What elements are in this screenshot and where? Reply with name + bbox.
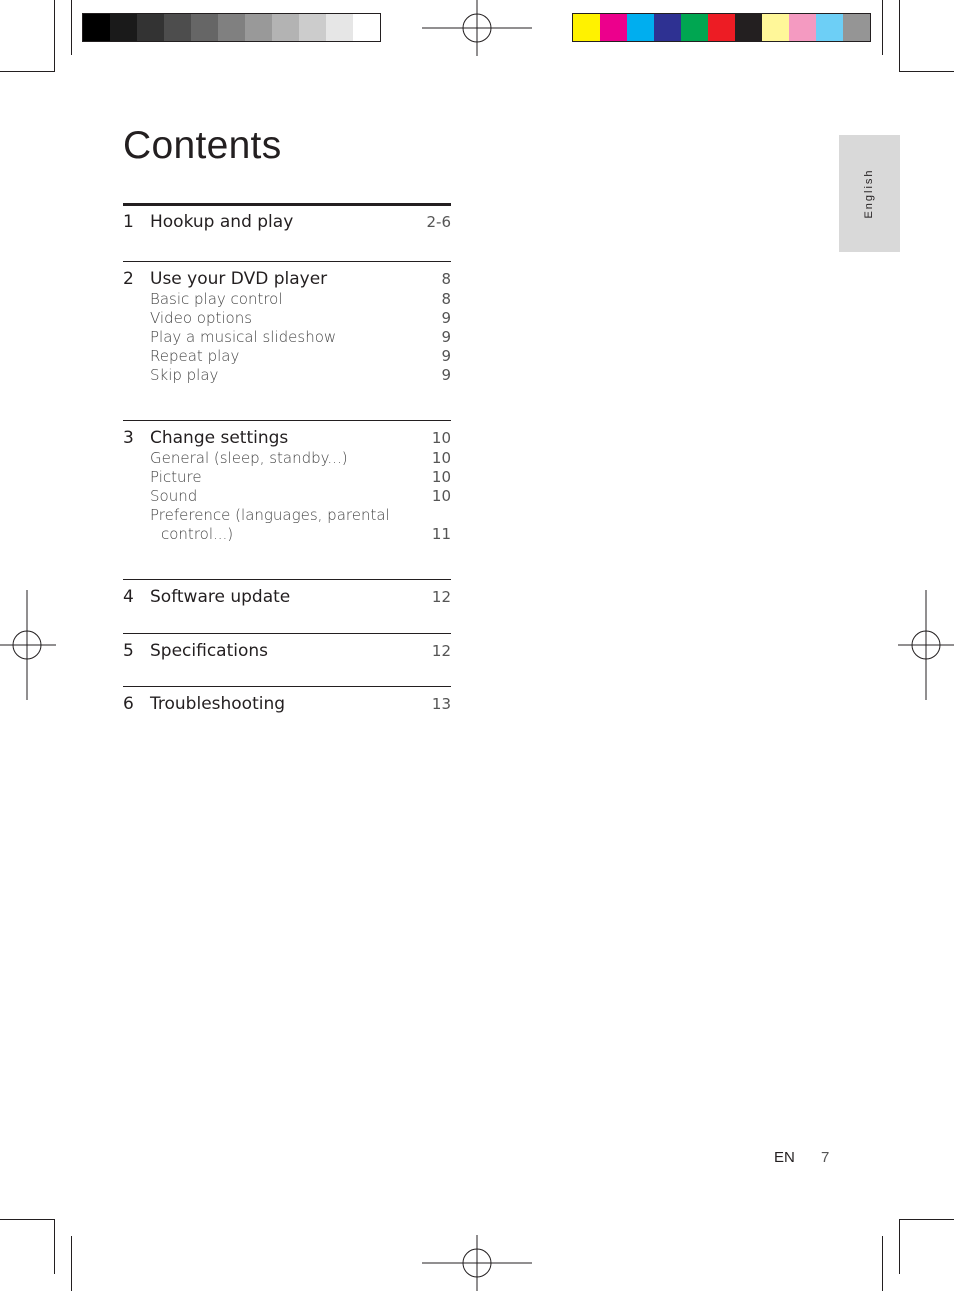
toc-subentry[interactable] bbox=[123, 328, 451, 346]
toc-section-body bbox=[123, 579, 451, 607]
color-swatch bbox=[708, 14, 735, 41]
toc-subentry[interactable] bbox=[123, 506, 451, 524]
registration-target-icon bbox=[422, 0, 532, 56]
crop-mark bbox=[899, 0, 900, 72]
crop-mark bbox=[899, 1219, 954, 1220]
toc-entry[interactable] bbox=[123, 641, 451, 661]
color-swatch bbox=[272, 14, 299, 41]
toc-subentry-title: General (sleep, standby...) bbox=[150, 449, 348, 467]
crop-mark bbox=[54, 0, 55, 72]
language-tab-label: English bbox=[863, 168, 875, 219]
color-swatch bbox=[137, 14, 164, 41]
crop-mark bbox=[0, 1219, 55, 1220]
toc-entry-page: 2-6 bbox=[426, 213, 451, 231]
toc-entry-page: 12 bbox=[431, 588, 451, 606]
registration-target-icon bbox=[422, 1235, 532, 1291]
color-swatch bbox=[245, 14, 272, 41]
crop-mark bbox=[54, 1219, 55, 1274]
toc-section bbox=[123, 686, 451, 714]
toc-entry[interactable] bbox=[123, 587, 451, 607]
toc-subentry-page: 8 bbox=[441, 290, 451, 308]
registration-target-icon bbox=[898, 590, 954, 700]
grayscale-color-bar bbox=[82, 13, 381, 42]
page-title: Contents bbox=[123, 124, 282, 167]
toc-subentry-title: Video options bbox=[150, 309, 253, 327]
toc-section bbox=[123, 261, 451, 384]
crop-mark bbox=[882, 0, 883, 55]
crop-mark bbox=[899, 71, 954, 72]
toc-section-body bbox=[123, 261, 451, 384]
toc-subentry[interactable] bbox=[123, 290, 451, 308]
color-swatch bbox=[789, 14, 816, 41]
color-swatch bbox=[326, 14, 353, 41]
toc-entry-page: 8 bbox=[441, 270, 451, 288]
toc-section-body bbox=[123, 686, 451, 714]
color-swatch bbox=[83, 14, 110, 41]
toc-entry-page: 12 bbox=[431, 642, 451, 660]
color-swatch bbox=[299, 14, 326, 41]
toc-subentry-page: 9 bbox=[441, 309, 451, 327]
color-swatch bbox=[218, 14, 245, 41]
toc-entry-title: Specifications bbox=[150, 641, 269, 661]
toc-subentry[interactable] bbox=[123, 487, 451, 505]
toc-entry-number: 6 bbox=[123, 694, 134, 714]
toc-subentry-title: Sound bbox=[150, 487, 198, 505]
toc-entry-page: 10 bbox=[431, 429, 451, 447]
toc-entry-page: 13 bbox=[431, 695, 451, 713]
crop-mark bbox=[0, 71, 55, 72]
toc-subentry-title: control...) bbox=[161, 525, 234, 543]
crop-mark bbox=[71, 1236, 72, 1291]
toc-entry-title: Software update bbox=[150, 587, 291, 607]
color-swatch bbox=[816, 14, 843, 41]
toc-section-body bbox=[123, 633, 451, 661]
crop-mark bbox=[882, 1236, 883, 1291]
toc-subentry-page: 10 bbox=[431, 468, 451, 486]
toc-entry-number: 3 bbox=[123, 428, 134, 448]
toc-subentry[interactable] bbox=[123, 347, 451, 365]
toc-subentry-title: Skip play bbox=[150, 366, 219, 384]
toc-section-body bbox=[123, 203, 451, 232]
toc-section-body bbox=[123, 420, 451, 543]
toc-subentry-page: 9 bbox=[441, 328, 451, 346]
toc-subentry-title: Play a musical slideshow bbox=[150, 328, 337, 346]
color-swatch bbox=[762, 14, 789, 41]
footer-language-code: EN bbox=[774, 1149, 795, 1166]
color-swatch bbox=[110, 14, 137, 41]
color-swatch bbox=[353, 14, 380, 41]
toc-subentry[interactable] bbox=[123, 468, 451, 486]
color-swatch bbox=[654, 14, 681, 41]
toc-section bbox=[123, 579, 451, 607]
toc-entry[interactable] bbox=[123, 428, 451, 448]
toc-subentry-title: Preference (languages, parental bbox=[150, 506, 390, 524]
toc-entry[interactable] bbox=[123, 269, 451, 289]
color-swatch bbox=[191, 14, 218, 41]
color-swatch bbox=[681, 14, 708, 41]
toc-entry[interactable] bbox=[123, 694, 451, 714]
toc-subentry[interactable] bbox=[123, 309, 451, 327]
registration-target-icon bbox=[0, 590, 56, 700]
color-swatch bbox=[627, 14, 654, 41]
toc-entry-number: 5 bbox=[123, 641, 134, 661]
toc-subentry-page: 10 bbox=[431, 487, 451, 505]
toc-section bbox=[123, 420, 451, 543]
toc-entry-number: 1 bbox=[123, 212, 134, 232]
footer-page-number: 7 bbox=[821, 1149, 830, 1166]
toc-subentry[interactable] bbox=[123, 449, 451, 467]
toc-subentry-title: Picture bbox=[150, 468, 202, 486]
toc-subentry-page: 9 bbox=[441, 347, 451, 365]
toc-entry-title: Change settings bbox=[150, 428, 289, 448]
toc-entry-title: Use your DVD player bbox=[150, 269, 328, 289]
toc-subentry[interactable] bbox=[123, 525, 451, 543]
toc-section bbox=[123, 203, 451, 232]
toc-subentry-title: Basic play control bbox=[150, 290, 283, 308]
toc-entry-title: Hookup and play bbox=[150, 212, 294, 232]
language-tab bbox=[839, 135, 900, 252]
color-swatch bbox=[164, 14, 191, 41]
toc-subentry[interactable] bbox=[123, 366, 451, 384]
toc-entry-title: Troubleshooting bbox=[150, 694, 286, 714]
toc-subentry-title: Repeat play bbox=[150, 347, 240, 365]
toc-section bbox=[123, 633, 451, 661]
color-swatch bbox=[843, 14, 870, 41]
crop-mark bbox=[899, 1219, 900, 1274]
toc-entry-number: 2 bbox=[123, 269, 134, 289]
toc-entry[interactable] bbox=[123, 212, 451, 232]
color-swatch bbox=[600, 14, 627, 41]
toc-subentry-page: 9 bbox=[441, 366, 451, 384]
toc-entry-number: 4 bbox=[123, 587, 134, 607]
crop-mark bbox=[71, 0, 72, 55]
color-swatch bbox=[573, 14, 600, 41]
process-color-bar bbox=[572, 13, 871, 42]
toc-subentry-page: 11 bbox=[431, 525, 451, 543]
toc-subentry-page: 10 bbox=[431, 449, 451, 467]
color-swatch bbox=[735, 14, 762, 41]
